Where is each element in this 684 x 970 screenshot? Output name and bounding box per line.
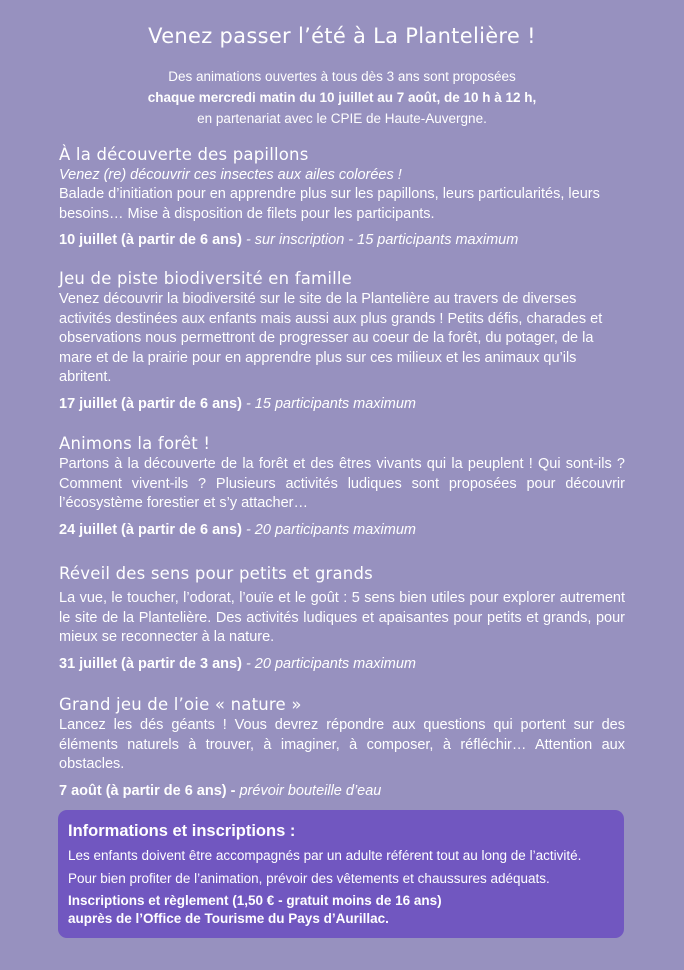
activity-section-sens (59, 563, 625, 674)
page-title: Venez passer l’été à La Plantelière ! (148, 24, 536, 48)
section-date-line (59, 654, 625, 674)
intro-partner: en partenariat avec le CPIE de Haute-Auvergne. (197, 111, 487, 126)
section-title: À la découverte des papillons (59, 145, 309, 164)
section-date: 7 août (à partir de 6 ans) - (59, 782, 236, 799)
section-date: 10 juillet (à partir de 6 ans) (59, 232, 242, 248)
intro-line: Des animations ouvertes à tous dès 3 ans sont proposées (168, 69, 516, 84)
info-accompaniment: Les enfants doivent être accompagnés par un adulte référent tout au long de l’activité. (68, 848, 582, 863)
section-note: prévoir bouteille d’eau (235, 782, 382, 799)
section-description: Lancez les dés géants ! Vous devrez répondre aux questions qui portent sur des éléments naturels à trouver, à imaginer, à composer, à réfléchir… Attention aux obstacles. (59, 717, 625, 772)
section-note: - 20 participants maximum (241, 655, 416, 672)
section-subtitle: Venez (re) découvrir ces insectes aux ailes colorées ! (59, 167, 402, 183)
info-registration: Inscriptions et règlement (1,50 € - gratuit moins de 16 ans) (68, 893, 442, 908)
activity-section-papillons (59, 144, 625, 250)
section-note: - 20 participants maximum (241, 521, 416, 538)
info-tourism-office: auprès de l’Office de Tourisme du Pays d’Aurillac. (68, 911, 389, 926)
info-title: Informations et inscriptions : (68, 822, 296, 840)
section-date: 17 juillet (à partir de 6 ans) (59, 395, 242, 412)
section-date: 24 juillet (à partir de 6 ans) (59, 521, 242, 538)
intro-block (0, 66, 684, 129)
section-date-line (59, 394, 625, 414)
section-title: Animons la forêt ! (59, 434, 211, 453)
info-clothing: Pour bien profiter de l’animation, prévoir des vêtements et chaussures adéquats. (68, 871, 550, 886)
section-description: Balade d’initiation pour en apprendre plus sur les papillons, leurs particularités, leurs besoins… Mise à disposition de filets pour les participants. (59, 186, 600, 222)
section-note: - sur inscription - 15 participants maximum (241, 232, 519, 248)
intro-schedule: chaque mercredi matin du 10 juillet au 7 août, de 10 h à 12 h, (147, 90, 537, 105)
section-note: - 15 participants maximum (241, 395, 416, 412)
activity-section-foret (59, 433, 625, 540)
activity-section-jeu-de-piste (59, 268, 625, 414)
activity-section-jeu-de-l-oie (59, 694, 625, 801)
section-date: 31 juillet (à partir de 3 ans) (59, 655, 242, 672)
section-description: La vue, le toucher, l’odorat, l’ouïe et le goût : 5 sens bien utiles pour explorer autrement le site de la Plantelière. Des activités ludiques et apaisantes pour petits et grands, pour mieux se reconnecter à la nature. (59, 590, 625, 645)
section-date-line (59, 230, 625, 250)
section-description: Partons à la découverte de la forêt et des êtres vivants qui la peuplent ! Qui sont-ils ? Comment vivent-ils ? Plusieurs activités ludiques sont proposées pour découvrir l’écosystème forestier et s’y attacher… (59, 456, 625, 511)
section-date-line (59, 781, 625, 801)
section-description: Venez découvrir la biodiversité sur le site de la Plantelière au travers de diverses activités destinées aux enfants mais aussi aux plus grands ! Petits défis, charades et observations nous permettront de progresser au coeur de la forêt, du potager, de la mare et de la prairie pour en apprendre plus sur ces milieux et les animaux qu’ils abritent. (59, 291, 603, 385)
section-title: Grand jeu de l’oie « nature » (59, 695, 302, 714)
section-date-line (59, 520, 625, 540)
info-box (58, 810, 624, 938)
section-title: Jeu de piste biodiversité en famille (59, 269, 353, 288)
section-title: Réveil des sens pour petits et grands (59, 564, 373, 583)
